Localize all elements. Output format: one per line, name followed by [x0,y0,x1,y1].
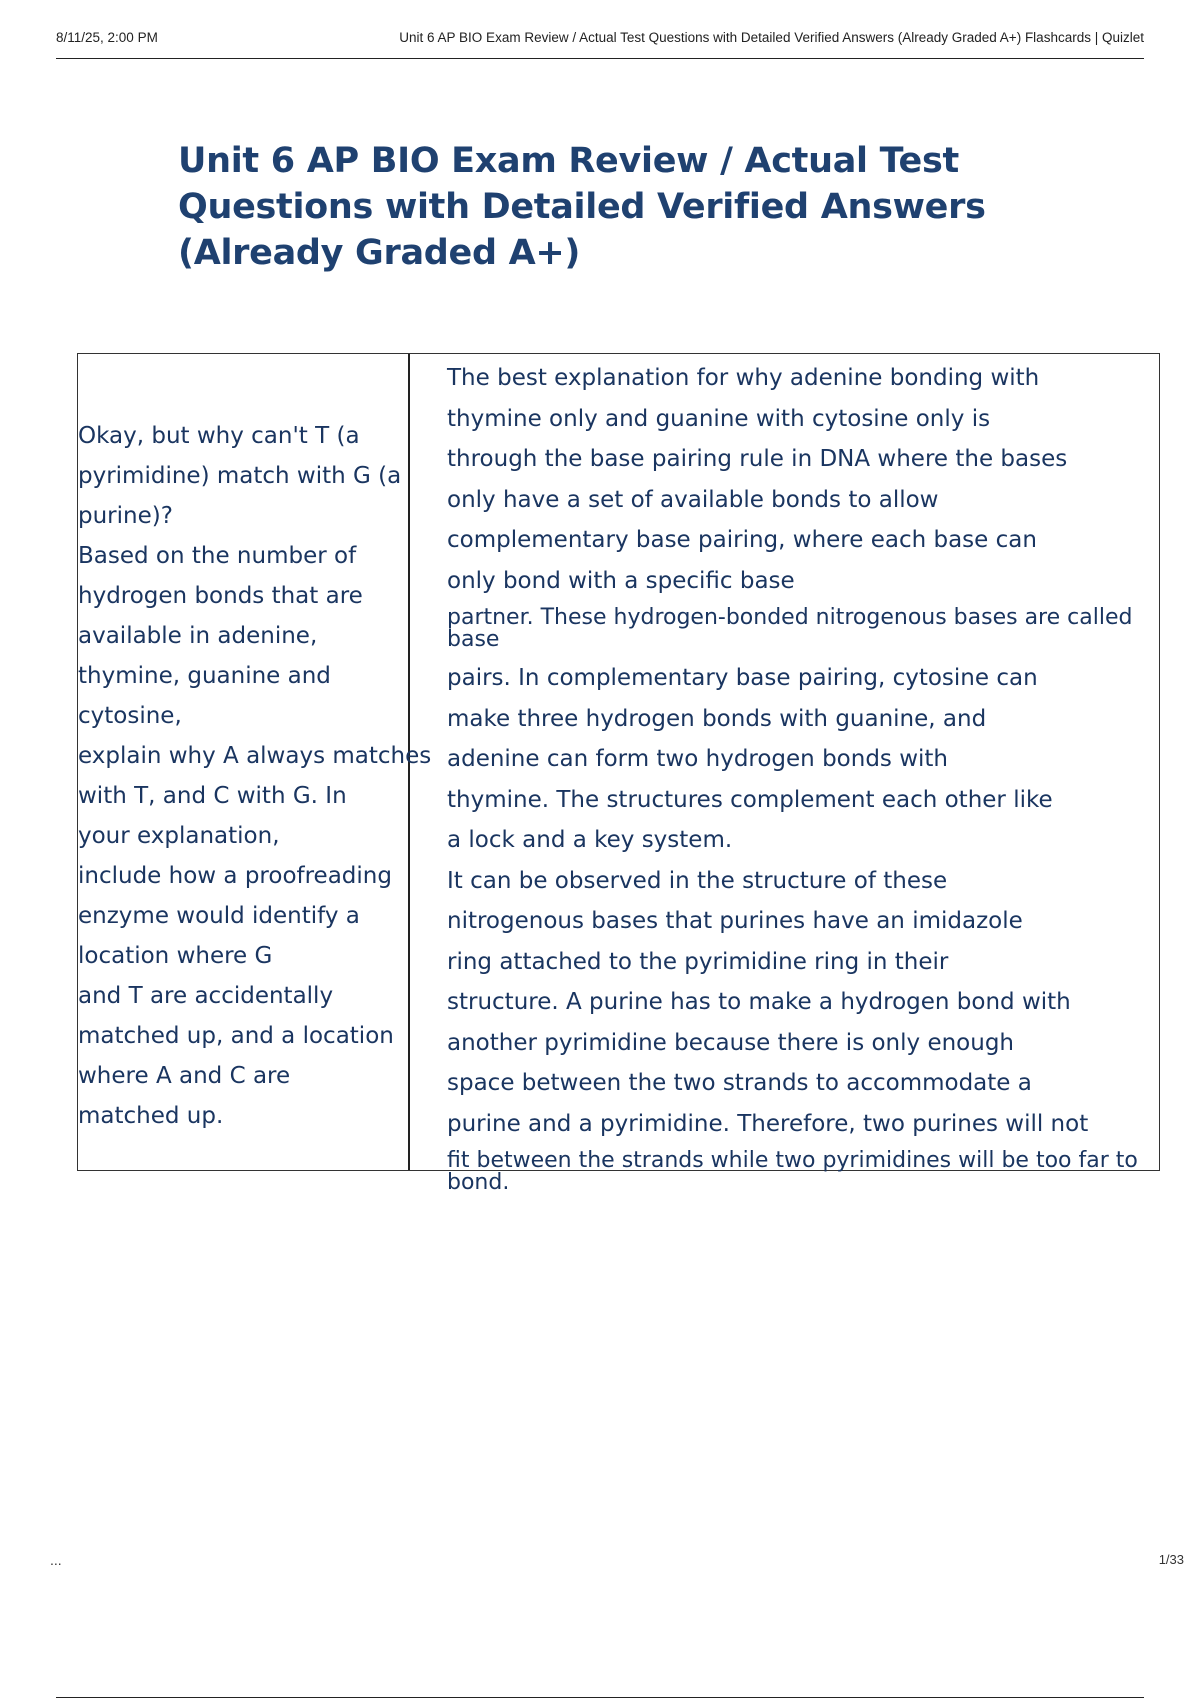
definition-line: The best explanation for why adenine bonding with [447,365,1040,391]
flashcard-table [77,353,1160,1195]
definition-line: thymine only and guanine with cytosine only is [447,405,991,432]
print-datetime: 8/11/25, 2:00 PM [56,30,158,45]
definition-line: pairs. In complementary base pairing, cytosine can [447,665,1038,691]
term-line: hydrogen bonds that are [78,583,363,609]
print-header [56,28,1144,59]
term-line: include how a proofreading [78,863,392,889]
term-line: with T, and C with G. In [78,783,347,809]
definition-line: through the base pairing rule in DNA where the bases [447,446,1068,472]
definition-line: complementary base pairing, where each base can [447,527,1037,553]
definition-line: make three hydrogen bonds with guanine, and [447,705,987,732]
definition-line: only have a set of available bonds to allow [447,486,939,513]
print-doc-title: Unit 6 AP BIO Exam Review / Actual Test Questions with Detailed Verified Answers (Already Graded A+) Flashcards | Quizlet [399,30,1144,45]
page-number: 1/33 [1158,1552,1184,1567]
term-line: Based on the number of [78,543,357,569]
footer-ellipsis: ... [50,1552,62,1568]
term-line: explain why A always matches [78,743,432,769]
definition-line: It can be observed in the structure of these [447,867,948,894]
term-line: enzyme would identify a [78,903,360,929]
definition-line: another pyrimidine because there is only enough [447,1029,1015,1056]
term-line: pyrimidine) match with G (a [78,463,402,489]
term-line: and T are accidentally [78,983,334,1009]
flashcard-term [78,354,432,1170]
term-line: where A and C are [78,1063,291,1089]
definition-line: adenine can form two hydrogen bonds with [447,746,949,772]
term-line: location where G [78,943,273,969]
definition-line: partner. These hydrogen-bonded nitrogenous bases are called base [447,605,1133,652]
term-line: cytosine, [78,703,182,729]
definition-line: nitrogenous bases that purines have an imidazole [447,908,1023,934]
flashcard-definition [410,354,1159,1195]
definition-line: a lock and a key system. [447,827,733,853]
page-title: Unit 6 AP BIO Exam Review / Actual Test Questions with Detailed Verified Answers (Already Graded A+) [178,141,986,273]
bottom-divider [56,1697,1144,1698]
definition-line: thymine. The structures complement each other like [447,786,1053,813]
definition-line: purine and a pyrimidine. Therefore, two purines will not [447,1110,1089,1137]
term-line: matched up. [78,1103,224,1129]
definition-line: ring attached to the pyrimidine ring in their [447,948,949,975]
term-line: Okay, but why can't T (a [78,423,360,449]
definition-line: only bond with a specific base [447,567,795,594]
term-line: available in adenine, [78,623,318,649]
definition-line: structure. A purine has to make a hydrogen bond with [447,989,1071,1015]
term-line: purine)? [78,503,173,529]
term-line: matched up, and a location [78,1023,394,1049]
term-line: your explanation, [78,823,280,849]
definition-line: fit between the strands while two pyrimidines will be too far to bond. [447,1148,1138,1195]
definition-line: space between the two strands to accommodate a [447,1070,1032,1096]
term-line: thymine, guanine and [78,663,331,689]
